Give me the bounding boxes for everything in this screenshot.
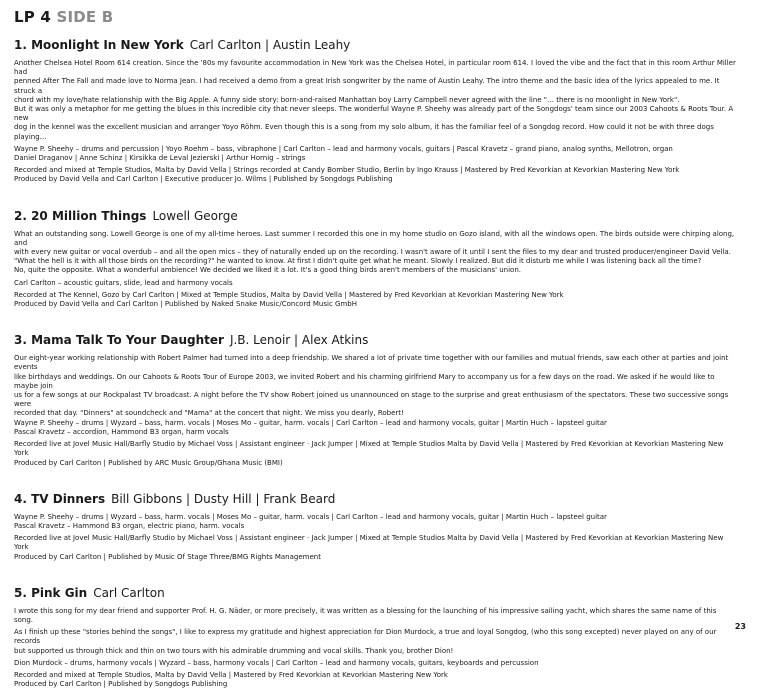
track-musicians-line: Wayne P. Sheehy – drums | Wyzard – bass, harm. vocals | Moses Mo – guitar, harm. vocals | Carl Carlton – lead and harmony vocals, guitar | Martin Huch – lapsteel guitar: [14, 418, 607, 427]
track-writers: Carl Carlton: [93, 585, 165, 600]
track-description-line: chord with my love/hate relationship with the Big Apple. A funny side story: born-and-raised Manhattan boy Larry Campbell never agreed with the line "… there is no moonlight in New York".: [14, 95, 680, 104]
lp-label: LP 4: [14, 8, 52, 26]
track-musicians-line: Daniel Draganov | Anne Schinz | Kirsikka de Leval Jezierski | Arthur Hornig – strings: [14, 154, 306, 163]
track-description-line: No, quite the opposite. What a wonderful ambience! We decided we liked it a lot. It's a good thing birds aren't members of the musicians' union.: [14, 266, 522, 275]
page-number: 23: [734, 622, 746, 631]
lp-side-heading: [14, 8, 736, 26]
track-name: 5. Pink Gin: [14, 585, 88, 600]
track-musicians-line: Wayne P. Sheehy – drums and percussion | Yoyo Roehm – bass, vibraphone | Carl Carlton – lead and harmony vocals, guitars | Pascal Kravetz – grand piano, analog synths, Mellotron, organ: [14, 144, 673, 153]
track-credits-line: Recorded at The Kennel, Gozo by Carl Carlton | Mixed at Temple Studios, Malta by David Vella | Mastered by Fred Kevorkian at Kevorkian Mastering New York: [14, 290, 564, 299]
track-description-line: like birthdays and weddings. On our Cahoots & Roots Tour of Europe 2003, we invited Robert and his charming girlfriend Mary to accompany us for a few days on the road. We asked if he would like to maybe join: [14, 372, 715, 390]
track-description-line: What an outstanding song. Lowell George is one of my all-time heroes. Last summer I recorded this one in my home studio on Gozo island, with all the windows open. The birds outside were chirping along, and: [14, 229, 735, 247]
track-musicians-line: Pascal Kravetz – accordion, Hammond B3 organ, harm vocals: [14, 427, 229, 436]
track-name: 3. Mama Talk To Your Daughter: [14, 333, 224, 348]
track-title: [14, 333, 736, 348]
track-credits-line: Recorded and mixed at Temple Studios, Malta by David Vella | Mastered by Fred Kevorkian at Kevorkian Mastering New York: [14, 670, 448, 679]
track-title: [14, 492, 736, 507]
track-description-line: I wrote this song for my dear friend and supporter Prof. H. G. Näder, or more precisely, it was written as a blessing for the launching of his impressive sailing yacht, which shares the same name of this song.: [14, 606, 717, 624]
track-writers: Carl Carlton | Austin Leahy: [189, 38, 351, 52]
track-writers: Bill Gibbons | Dusty Hill | Frank Beard: [111, 491, 336, 506]
track-musicians-line: Wayne P. Sheehy – drums | Wyzard – bass, harm. vocals | Moses Mo – guitar, harm. vocals | Carl Carlton – lead and harmony vocals, guitar | Martin Huch – lapsteel guitar: [14, 512, 607, 521]
track-credits-line: Recorded live at Jovel Music Hall/Barfly Studio by Michael Voss | Assistant engineer · Jack Jumper | Mixed at Temple Studios Malta by David Vella | Mastered by Fred Kevorkian at Kevorkian Mastering New York: [14, 534, 724, 552]
track-description-line: with every new guitar or vocal overdub – and all the open mics – they of naturally ended up on the recording. I wasn't aware of it until I sent the files to my dear and trusted producer/engineer David Vella.: [14, 248, 731, 257]
track-title: [14, 209, 736, 224]
track-musicians-line: Dion Murdock – drums, harmony vocals | Wyzard – bass, harmony vocals | Carl Carlton – lead and harmony vocals, guitars, keyboards and percussion: [14, 658, 539, 667]
track-credits-line: Produced by Carl Carlton | Published by Songdogs Publishing: [14, 680, 228, 689]
track-description-line: But it was only a metaphor for me getting the blues in this incredible city that never sleeps. The wonderful Wayne P. Sheehy was already part of the Songdogs' team since our 2003 Cahoots & Roots Tour. A new: [14, 105, 734, 123]
track-4: [14, 492, 736, 562]
track-description-line: Our eight-year working relationship with Robert Palmer had turned into a deep friendship. We shared a lot of private time together with our families and mutual friends, saw each other at parties and joint events: [14, 354, 729, 372]
track-name: 2. 20 Million Things: [14, 208, 147, 223]
page-content: [14, 8, 736, 689]
track-1: [14, 38, 736, 185]
track-3: [14, 333, 736, 467]
track-description-line: Another Chelsea Hotel Room 614 creation. Since the '80s my favourite accommodation in New York was the Chelsea Hotel, in particular room 614. I loved the vibe and the fact that in this room Arthur Miller had: [14, 59, 736, 77]
track-2: [14, 209, 736, 310]
track-description-line: "What the hell is it with all those birds on the recording?" he wanted to know. At first I didn't quite get what he meant. Slowly I realized. But did it disturb me while I was listening back all the time?: [14, 257, 702, 266]
track-description-line: penned After The Fall and made love to Norma Jean. I had received a demo from a great Irish songwriter by the name of Austin Leahy. The intro theme and the basic idea of the lyrics appealed to me. It struck a: [14, 77, 720, 95]
track-musicians-line: Carl Carlton – acoustic guitars, slide, lead and harmony vocals: [14, 278, 233, 287]
side-label: SIDE B: [56, 8, 114, 26]
track-5: [14, 586, 736, 689]
track-credits-line: Recorded live at Jovel Music Hall/Barfly Studio by Michael Voss | Assistant engineer · Jack Jumper | Mixed at Temple Studios Malta by David Vella | Mastered by Fred Kevorkian at Kevorkian Mastering New York: [14, 440, 724, 458]
track-credits-line: Recorded and mixed at Temple Studios, Malta by David Vella | Strings recorded at Candy Bomber Studio, Berlin by Ingo Krauss | Mastered by Fred Kevorkian at Kevorkian Mastering New York: [14, 166, 680, 175]
track-title: [14, 38, 736, 53]
track-description-line: us for a few songs at our Rockpalast TV broadcast. A night before the TV show Robert joined us unannounced on stage to the surprise and great enthusiasm of the spectators. These two successive songs were: [14, 391, 729, 409]
track-writers: Lowell George: [152, 208, 238, 223]
track-description-line: but supported us through thick and thin on two tours with his admirable drumming and vocal skills. Thank you, brother Dion!: [14, 646, 454, 655]
track-description-line: As I finish up these "stories behind the songs", I like to express my gratitude and highest appreciation for Dion Murdock, a true and loyal Songdog, (who this song excepted) never played on any of our records: [14, 628, 717, 646]
track-credits-line: Produced by David Vella and Carl Carlton | Executive producer Jo. Wilms | Published by Songdogs Publishing: [14, 175, 393, 184]
track-title: [14, 586, 736, 601]
track-description-line: recorded that day. "Dinners" at soundcheck and "Mama" at the concert that night. We miss you dearly, Robert!: [14, 409, 404, 418]
track-name: 1. Moonlight In New York: [14, 38, 184, 52]
track-credits-line: Produced by David Vella and Carl Carlton | Published by Naked Snake Music/Concord Music GmbH: [14, 300, 357, 309]
track-description-line: dog in the kennel was the excellent musician and arranger Yoyo Röhm. Even though this is a song from my solo album, it has the familiar feel of a Songdog record. How could it not be with three dogs playing…: [14, 123, 714, 141]
track-credits-line: Produced by Carl Carlton | Published by Music Of Stage Three/BMG Rights Management: [14, 552, 321, 561]
track-credits-line: Produced by Carl Carlton | Published by ARC Music Group/Ghana Music (BMI): [14, 458, 283, 467]
track-writers: J.B. Lenoir | Alex Atkins: [229, 333, 369, 348]
track-musicians-line: Pascal Kravetz – Hammond B3 organ, electric piano, harm. vocals: [14, 521, 245, 530]
track-name: 4. TV Dinners: [14, 491, 106, 506]
